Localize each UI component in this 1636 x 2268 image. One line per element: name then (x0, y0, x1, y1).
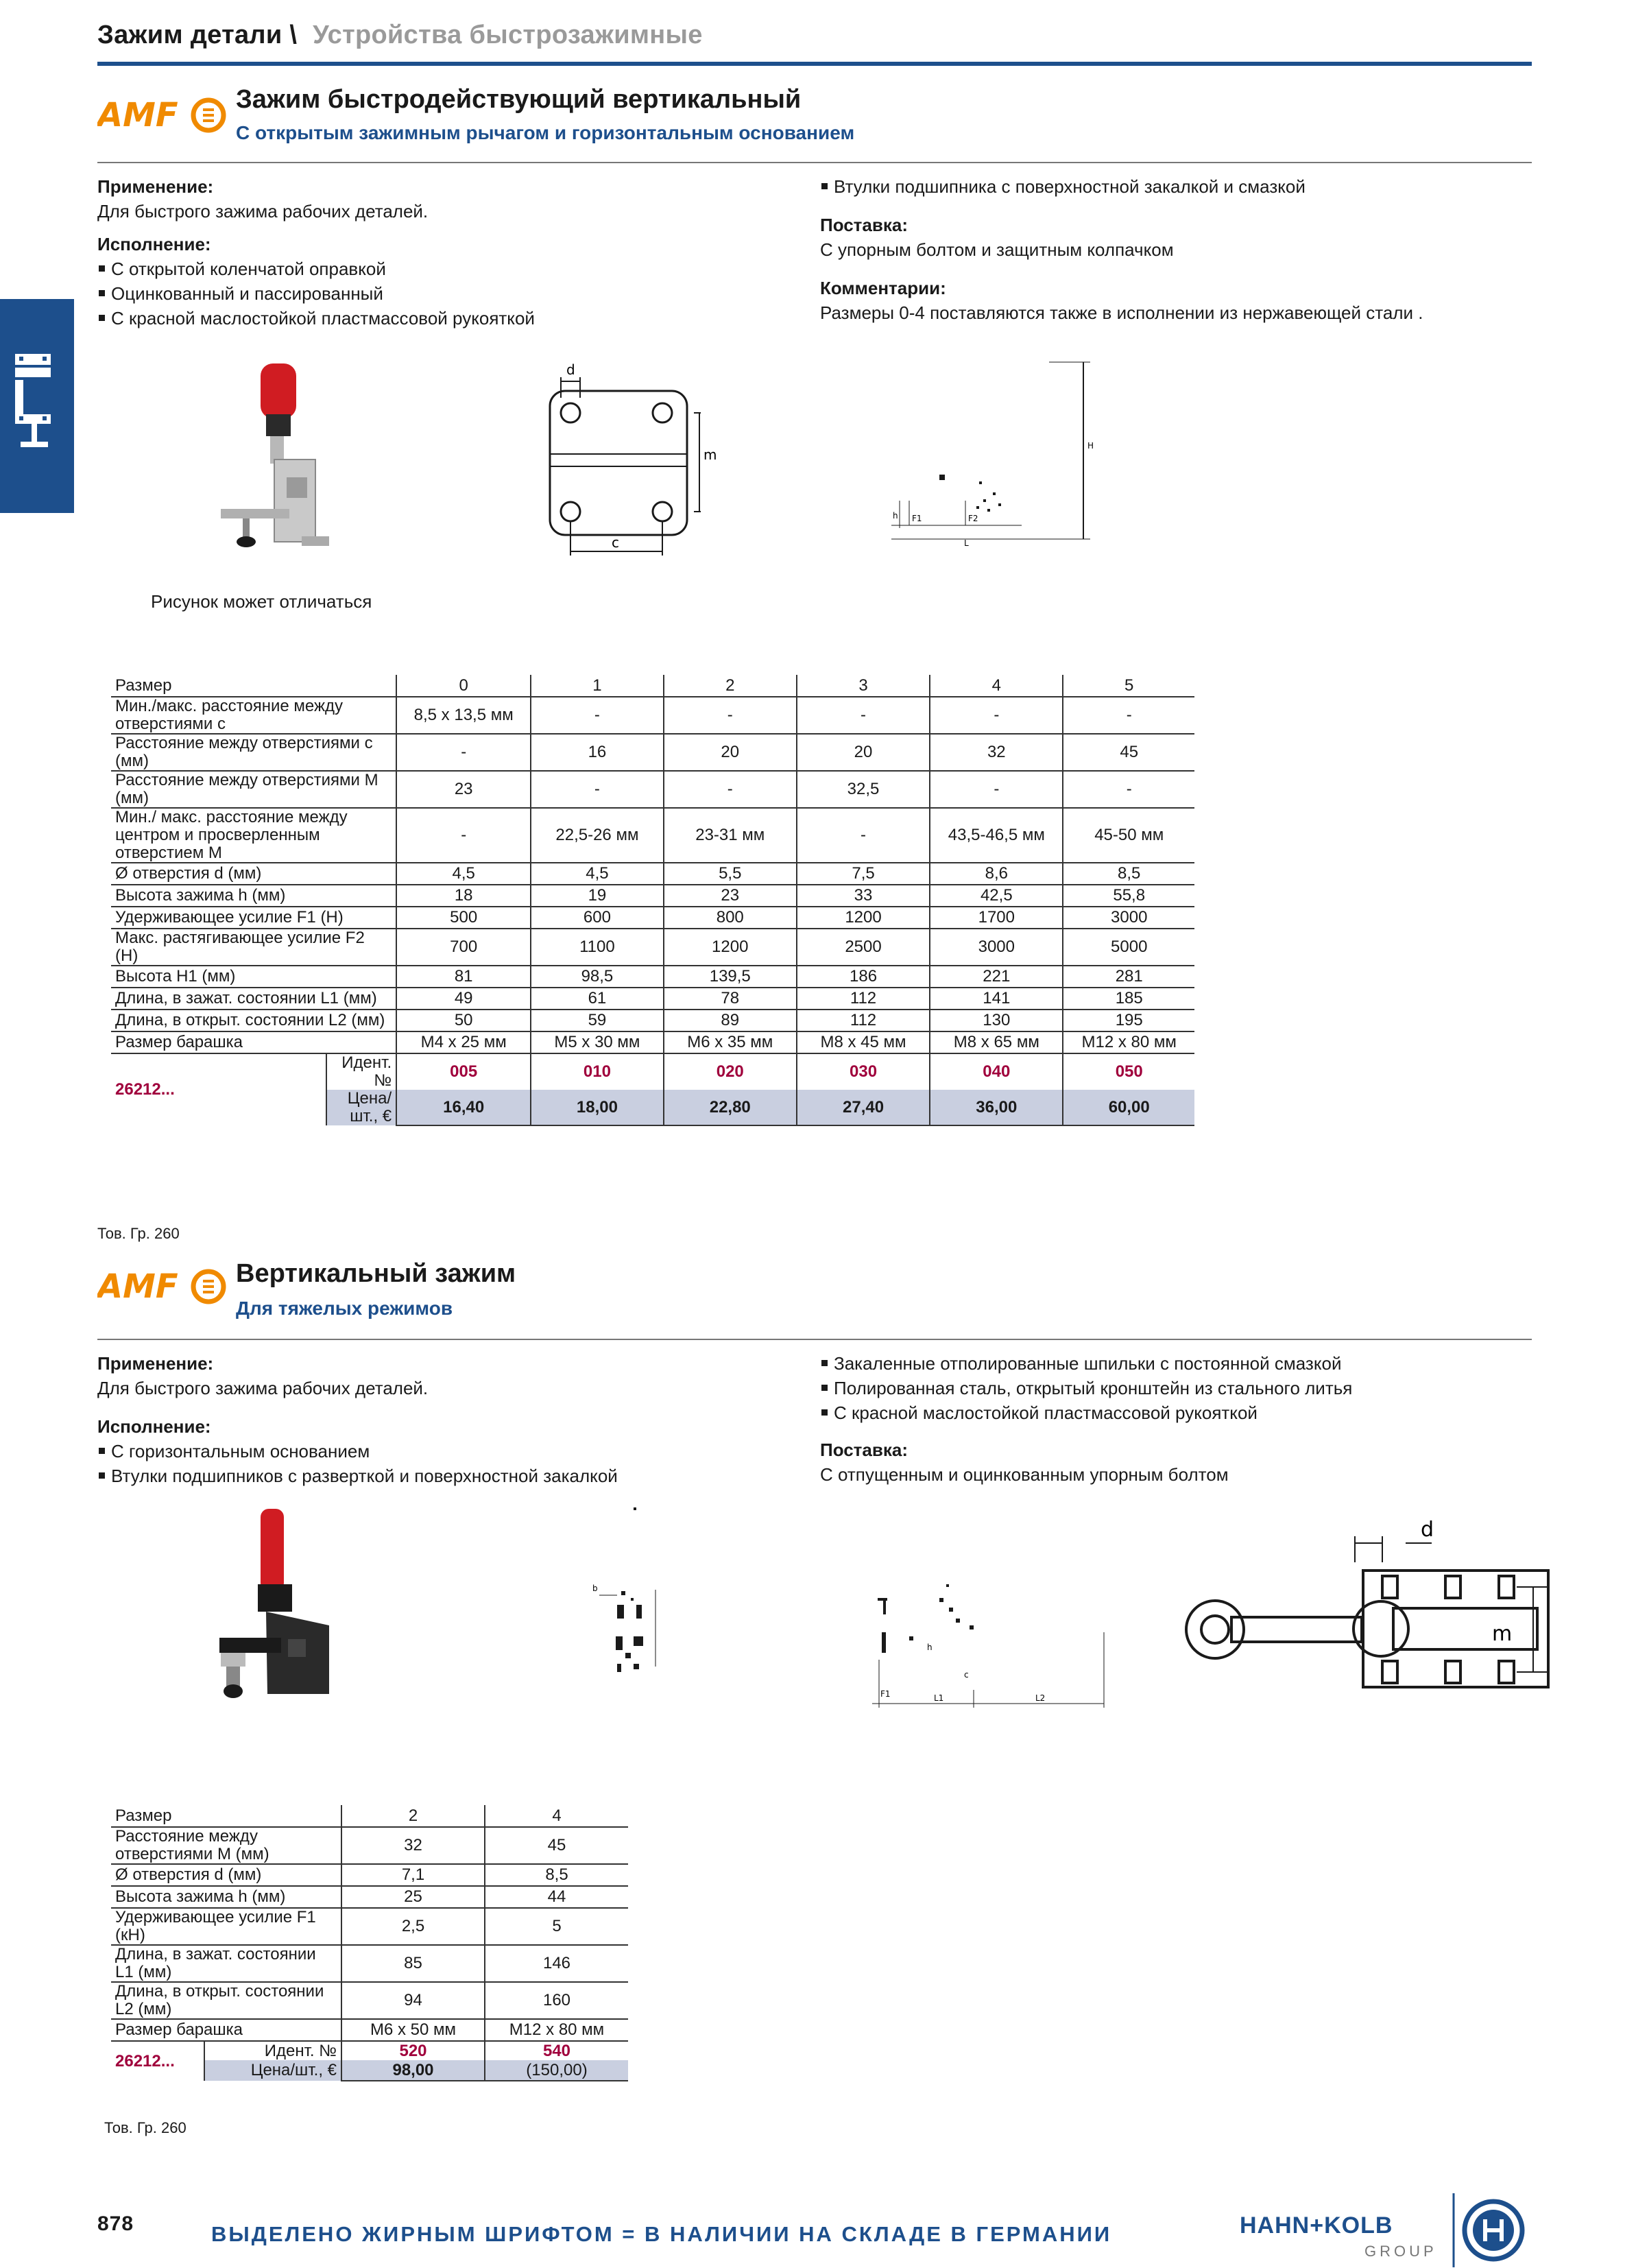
table-cell: M5 x 30 мм (531, 1031, 663, 1053)
table-cell: - (1063, 697, 1194, 734)
table-cell: 1200 (664, 929, 797, 966)
row-label: Размер барашка (111, 1031, 396, 1053)
table-row (111, 1908, 628, 1945)
row-label: Длина, в зажат. состоянии L1 (мм) (111, 988, 396, 1010)
feature-bullet: Закаленные отполированные шпильки с постоянной смазкой (820, 1351, 1533, 1376)
table-cell: 146 (485, 1945, 628, 1982)
table-cell: 18 (396, 885, 531, 907)
delivery-text: С отпущенным и оцинкованным упорным болтом (820, 1464, 1229, 1485)
product2-title: Вертикальный зажим (236, 1259, 516, 1288)
row-label: Высота H1 (мм) (111, 966, 396, 988)
table-cell: 44 (485, 1886, 628, 1908)
table-cell: 1200 (797, 907, 930, 929)
side-category-tab[interactable] (0, 299, 74, 513)
execution-heading: Исполнение: (97, 234, 211, 254)
article-prefix: 26212... (111, 2041, 204, 2081)
table-cell: 45-50 мм (1063, 808, 1194, 863)
table-cell: 195 (1063, 1010, 1194, 1031)
feature-bullet: Полированная сталь, открытый кронштейн из стального литья (820, 1376, 1533, 1400)
product2-top-view-diagram (1177, 1509, 1554, 1708)
dim-b-label: b (592, 1584, 598, 1593)
brand-name: HAHN+KOLB (1240, 2212, 1393, 2239)
table-row (111, 1010, 1194, 1031)
table-cell: 4,5 (531, 863, 663, 885)
table-cell: 700 (396, 929, 531, 966)
hahn-kolb-emblem-icon (1451, 2193, 1526, 2267)
table-cell: 8,5 (485, 1864, 628, 1886)
table-row (111, 808, 1194, 863)
table-cell: 16 (531, 734, 663, 771)
product1-spec-rows (111, 675, 1194, 1125)
article-id-link[interactable]: 030 (797, 1053, 930, 1090)
table-cell: - (396, 808, 531, 863)
product1-description-left (97, 174, 783, 331)
table-cell: 33 (797, 885, 930, 907)
article-id-link[interactable]: 005 (396, 1053, 531, 1090)
product2-front-view-diagram (590, 1502, 679, 1701)
table-row (111, 929, 1194, 966)
footer-slogan: ВЫДЕЛЕНО ЖИРНЫМ ШРИФТОМ = В НАЛИЧИИ НА СКЛАДЕ В ГЕРМАНИИ (211, 2222, 1112, 2246)
row-label: Расстояние между отверстиями c (мм) (111, 734, 396, 771)
table-row (111, 734, 1194, 771)
dim-L1-label: L1 (934, 1693, 944, 1703)
article-prefix: 26212... (111, 1053, 326, 1125)
table-cell: M8 x 45 мм (797, 1031, 930, 1053)
table-cell: 3 (797, 675, 930, 697)
table-cell: 8,5 (1063, 863, 1194, 885)
image-caption: Рисунок может отличаться (151, 591, 372, 612)
table-cell: 22,5-26 мм (531, 808, 663, 863)
feature-bullet: С красной маслостойкой пластмассовой рукояткой (820, 1400, 1533, 1425)
article-id-link[interactable]: 020 (664, 1053, 797, 1090)
comments-text: Размеры 0-4 поставляются также в исполнении из нержавеющей стали . (820, 302, 1423, 323)
table-cell: 7,5 (797, 863, 930, 885)
clamp-category-icon (0, 299, 74, 513)
table-row (111, 1827, 628, 1864)
table-cell: 4 (485, 1805, 628, 1827)
product1-spec-table (111, 675, 1194, 1126)
table-cell: 5,5 (664, 863, 797, 885)
dim-m-label: m (703, 446, 717, 463)
row-label: Макс. растягивающее усилие F2 (H) (111, 929, 396, 966)
table-cell: 19 (531, 885, 663, 907)
product1-photo (206, 357, 329, 556)
header-separator: \ (289, 21, 298, 49)
table-cell: 160 (485, 1982, 628, 2019)
product2-side-view-diagram (871, 1571, 1118, 1708)
table-row (111, 1945, 628, 1982)
table-row (111, 885, 1194, 907)
delivery-text: С упорным болтом и защитным колпачком (820, 239, 1174, 260)
row-label: Размер (111, 1805, 341, 1827)
table-cell: 2 (664, 675, 797, 697)
product2-subtitle: Для тяжелых режимов (236, 1298, 453, 1319)
dim-L-label: L (964, 538, 969, 548)
product-group-note: Тов. Гр. 260 (97, 1225, 180, 1242)
price-cell: 60,00 (1063, 1090, 1194, 1125)
table-cell: 98,5 (531, 966, 663, 988)
price-cell: 98,00 (341, 2060, 485, 2081)
comments-heading: Комментарии: (820, 278, 946, 298)
price-label: Цена/шт., € (204, 2060, 341, 2081)
article-id-link[interactable]: 010 (531, 1053, 663, 1090)
table-row (111, 1805, 628, 1827)
table-cell: - (797, 808, 930, 863)
table-cell: 2 (341, 1805, 485, 1827)
table-cell: 85 (341, 1945, 485, 1982)
table-cell: - (531, 771, 663, 808)
dim-h-label: h (927, 1643, 933, 1652)
brand-group: GROUP (1364, 2243, 1437, 2260)
price-cell: 18,00 (531, 1090, 663, 1125)
execution-heading: Исполнение: (97, 1416, 211, 1437)
id-row (111, 2041, 628, 2060)
table-cell: M12 x 80 мм (1063, 1031, 1194, 1053)
table-cell: 20 (664, 734, 797, 771)
amf-logo (97, 95, 228, 136)
delivery-heading: Поставка: (820, 1440, 908, 1460)
table-cell: 42,5 (930, 885, 1063, 907)
table-cell: 1 (531, 675, 663, 697)
table-cell: 186 (797, 966, 930, 988)
table-cell: - (930, 697, 1063, 734)
dim-L2-label: L2 (1035, 1693, 1046, 1703)
row-label: Высота зажима h (мм) (111, 1886, 341, 1908)
row-label: Размер барашка (111, 2019, 341, 2041)
table-cell: 81 (396, 966, 531, 988)
product1-title: Зажим быстродействующий вертикальный (236, 85, 802, 114)
table-cell: 2500 (797, 929, 930, 966)
article-id-link[interactable]: 520 (341, 2041, 485, 2060)
product1-description-right (820, 174, 1533, 325)
dim-d-label: d (1421, 1518, 1434, 1542)
id-label: Идент. № (326, 1053, 396, 1090)
row-label: Длина, в открыт. состоянии L2 (мм) (111, 1010, 396, 1031)
table-cell: 2,5 (341, 1908, 485, 1945)
table-row (111, 907, 1194, 929)
feature-bullet: С красной маслостойкой пластмассовой рукояткой (97, 306, 783, 331)
product-group-note: Тов. Гр. 260 (104, 2119, 187, 2136)
table-cell: 45 (485, 1827, 628, 1864)
product2-photo (206, 1509, 343, 1708)
table-cell: M8 x 65 мм (930, 1031, 1063, 1053)
table-cell: 0 (396, 675, 531, 697)
table-cell: M4 x 25 мм (396, 1031, 531, 1053)
header-subtitle: Устройства быстрозажимные (313, 21, 703, 49)
delivery-heading: Поставка: (820, 215, 908, 235)
table-cell: 3000 (930, 929, 1063, 966)
table-cell: 141 (930, 988, 1063, 1010)
table-cell: 32 (341, 1827, 485, 1864)
table-cell: - (664, 697, 797, 734)
price-cell: 16,40 (396, 1090, 531, 1125)
row-label: Удерживающее усилие F1 (кН) (111, 1908, 341, 1945)
force-F1-label: F1 (880, 1689, 891, 1699)
table-cell: 221 (930, 966, 1063, 988)
row-label: Расстояние между отверстиями M (мм) (111, 1827, 341, 1864)
force-F1-label: F1 (912, 514, 922, 523)
row-label: Высота зажима h (мм) (111, 885, 396, 907)
table-cell: 23 (664, 885, 797, 907)
table-cell: 112 (797, 988, 930, 1010)
product2-description-right (820, 1351, 1533, 1487)
product1-top-view-diagram (542, 357, 720, 556)
row-label: Удерживающее усилие F1 (H) (111, 907, 396, 929)
table-cell: 32 (930, 734, 1063, 771)
row-label: Ø отверстия d (мм) (111, 863, 396, 885)
row-label: Размер (111, 675, 396, 697)
table-cell: 4,5 (396, 863, 531, 885)
row-label: Длина, в зажат. состоянии L1 (мм) (111, 1945, 341, 1982)
amf-logo-text: AMF (97, 1267, 178, 1306)
table-row (111, 1864, 628, 1886)
table-row (111, 2019, 628, 2041)
dim-c-label: c (964, 1670, 969, 1680)
dim-m-label: m (1492, 1622, 1513, 1646)
feature-bullet: Втулки подшипника с поверхностной закалкой и смазкой (820, 174, 1533, 199)
table-cell: 800 (664, 907, 797, 929)
table-cell: 23 (396, 771, 531, 808)
table-cell: 7,1 (341, 1864, 485, 1886)
article-id-link[interactable]: 540 (542, 2041, 571, 2060)
table-cell: 3000 (1063, 907, 1194, 929)
feature-bullet: Втулки подшипников с разверткой и поверхностной закалкой (97, 1464, 783, 1488)
table-cell: 8,6 (930, 863, 1063, 885)
product2-spec-table (111, 1805, 628, 2081)
page-header (97, 15, 1532, 66)
application-heading: Применение: (97, 176, 214, 197)
table-cell: 4 (930, 675, 1063, 697)
table-cell: 5 (1063, 675, 1194, 697)
force-F2-label: F2 (968, 514, 978, 523)
table-cell: - (664, 771, 797, 808)
product2-spec-rows (111, 1805, 628, 2081)
dim-d-label: d (566, 361, 575, 378)
row-label: Расстояние между отверстиями M (мм) (111, 771, 396, 808)
product2-description-left (97, 1351, 783, 1488)
table-row (111, 697, 1194, 734)
table-cell: 45 (1063, 734, 1194, 771)
table-cell: 78 (664, 988, 797, 1010)
table-cell: - (1063, 771, 1194, 808)
header-title-line (97, 21, 703, 50)
table-cell: 59 (531, 1010, 663, 1031)
product1-side-view-diagram (878, 357, 1097, 556)
table-cell: 500 (396, 907, 531, 929)
table-cell: 25 (341, 1886, 485, 1908)
divider (97, 1339, 1532, 1340)
table-cell: 32,5 (797, 771, 930, 808)
application-text: Для быстрого зажима рабочих деталей. (97, 1378, 429, 1398)
table-cell: 8,5 x 13,5 мм (396, 697, 531, 734)
page-number: 878 (97, 2212, 134, 2235)
table-row (111, 1886, 628, 1908)
table-row (111, 771, 1194, 808)
table-cell: 20 (797, 734, 930, 771)
row-label: Мин./ макс. расстояние между центром и просверленным отверстием M (111, 808, 396, 863)
table-cell: 55,8 (1063, 885, 1194, 907)
table-row (111, 1031, 1194, 1053)
table-cell: M6 x 35 мм (664, 1031, 797, 1053)
table-row (111, 966, 1194, 988)
table-row (111, 863, 1194, 885)
amf-logo (97, 1266, 228, 1307)
table-cell: 1700 (930, 907, 1063, 929)
price-cell: (150,00) (485, 2060, 628, 2081)
table-row (111, 675, 1194, 697)
table-cell: 112 (797, 1010, 930, 1031)
table-cell: 94 (341, 1982, 485, 2019)
table-cell: 5 (485, 1908, 628, 1945)
table-cell: - (797, 697, 930, 734)
table-cell: 5000 (1063, 929, 1194, 966)
table-cell: - (930, 771, 1063, 808)
row-label: Мин./макс. расстояние между отверстиями c (111, 697, 396, 734)
id-label: Идент. № (204, 2041, 341, 2060)
feature-bullet: Оцинкованный и пассированный (97, 281, 783, 306)
row-label: Ø отверстия d (мм) (111, 1864, 341, 1886)
product1-subtitle: С открытым зажимным рычагом и горизонтальным основанием (236, 122, 855, 143)
price-cell: 27,40 (797, 1090, 930, 1125)
table-cell: 43,5-46,5 мм (930, 808, 1063, 863)
feature-bullet: С горизонтальным основанием (97, 1439, 783, 1464)
table-row (111, 988, 1194, 1010)
header-title: Зажим детали (97, 21, 282, 49)
table-row (111, 1982, 628, 2019)
table-cell: 50 (396, 1010, 531, 1031)
table-cell: M6 x 50 мм (341, 2019, 485, 2041)
table-cell: 185 (1063, 988, 1194, 1010)
table-cell: 281 (1063, 966, 1194, 988)
price-label: Цена/шт., € (326, 1090, 396, 1125)
application-text: Для быстрого зажима рабочих деталей. (97, 201, 429, 222)
dim-H-label: H (1087, 441, 1094, 451)
divider (97, 162, 1532, 163)
dim-h-label: h (893, 511, 898, 521)
feature-bullet: С открытой коленчатой оправкой (97, 256, 783, 281)
table-cell: 23-31 мм (664, 808, 797, 863)
table-cell: 89 (664, 1010, 797, 1031)
application-heading: Применение: (97, 1353, 214, 1374)
table-cell: 1100 (531, 929, 663, 966)
price-cell: 36,00 (930, 1090, 1063, 1125)
amf-logo-text: AMF (97, 96, 178, 134)
price-cell: 22,80 (664, 1090, 797, 1125)
id-row (111, 1053, 1194, 1090)
table-cell: 61 (531, 988, 663, 1010)
article-id-link[interactable]: 040 (930, 1053, 1063, 1090)
table-cell: 130 (930, 1010, 1063, 1031)
table-cell: 49 (396, 988, 531, 1010)
dim-c-label: c (612, 534, 619, 551)
table-cell: - (396, 734, 531, 771)
table-cell: 139,5 (664, 966, 797, 988)
table-cell: - (531, 697, 663, 734)
article-id-link[interactable]: 050 (1115, 1062, 1143, 1081)
table-cell: 600 (531, 907, 663, 929)
row-label: Длина, в открыт. состоянии L2 (мм) (111, 1982, 341, 2019)
table-cell: M12 x 80 мм (485, 2019, 628, 2041)
